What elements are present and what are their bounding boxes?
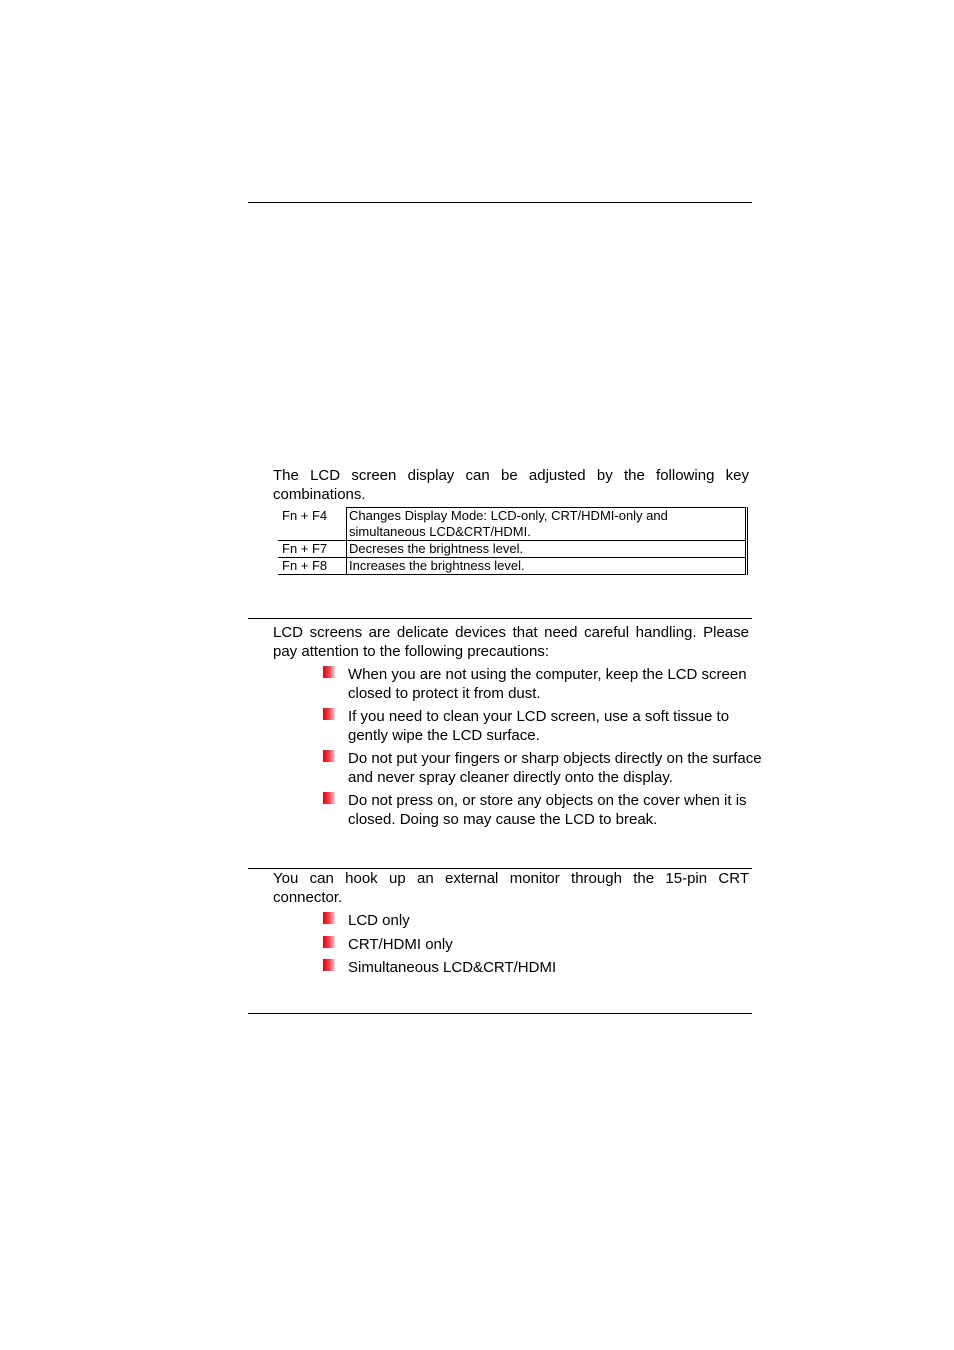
care-precautions-list <box>322 666 762 829</box>
list-item <box>322 936 762 955</box>
list-item <box>322 708 762 745</box>
table-row <box>278 508 747 541</box>
key-combination-table <box>278 507 748 575</box>
list-item-text: CRT/HDMI only <box>348 935 453 953</box>
list-item-text: LCD only <box>348 912 410 929</box>
list-item-text: Do not press on, or store any objects on the cover when it is closed. Doing so may cause the LCD to break. <box>348 792 747 828</box>
list-item-text: If you need to clean your LCD screen, use a soft tissue to gently wipe the LCD surface. <box>348 708 730 744</box>
external-monitor-intro: You can hook up an external monitor through the 15-pin CRT connector. <box>273 870 749 906</box>
list-item <box>322 792 762 829</box>
bullet-square-icon <box>323 959 335 971</box>
bullet-square-icon <box>323 936 335 948</box>
description-cell: Decreses the brightness level. <box>347 541 747 558</box>
bullet-square-icon <box>323 666 335 678</box>
list-item-text: When you are not using the computer, keep the LCD screen closed to protect it from dust. <box>348 666 747 702</box>
section-rule-external <box>248 868 752 869</box>
key-cell: Fn + F7 <box>278 541 347 558</box>
bullet-square-icon <box>323 750 335 762</box>
list-item <box>322 959 762 978</box>
bullet-square-icon <box>323 792 335 804</box>
key-cell: Fn + F8 <box>278 558 347 575</box>
list-item-text: Simultaneous LCD&CRT/HDMI <box>348 959 557 976</box>
section-rule-care <box>248 618 752 619</box>
key-cell: Fn + F4 <box>278 508 347 541</box>
list-item <box>322 666 762 703</box>
footer-rule <box>248 1013 752 1014</box>
bullet-square-icon <box>323 912 335 924</box>
list-item <box>322 750 762 787</box>
table-row <box>278 541 747 558</box>
display-modes-list <box>322 912 762 978</box>
list-item <box>322 912 762 931</box>
list-item-text: Do not put your fingers or sharp objects directly on the surface and never spray cleaner directly onto the display. <box>348 750 762 786</box>
display-controls-intro: The LCD screen display can be adjusted by the following key combinations. <box>273 467 749 503</box>
description-cell: Changes Display Mode: LCD-only, CRT/HDMI-only and simultaneous LCD&CRT/HDMI. <box>347 508 747 541</box>
header-rule <box>248 202 752 203</box>
description-cell: Increases the brightness level. <box>347 558 747 575</box>
table-row <box>278 558 747 575</box>
bullet-square-icon <box>323 708 335 720</box>
care-intro: LCD screens are delicate devices that need careful handling. Please pay attention to the following precautions: <box>273 624 749 660</box>
